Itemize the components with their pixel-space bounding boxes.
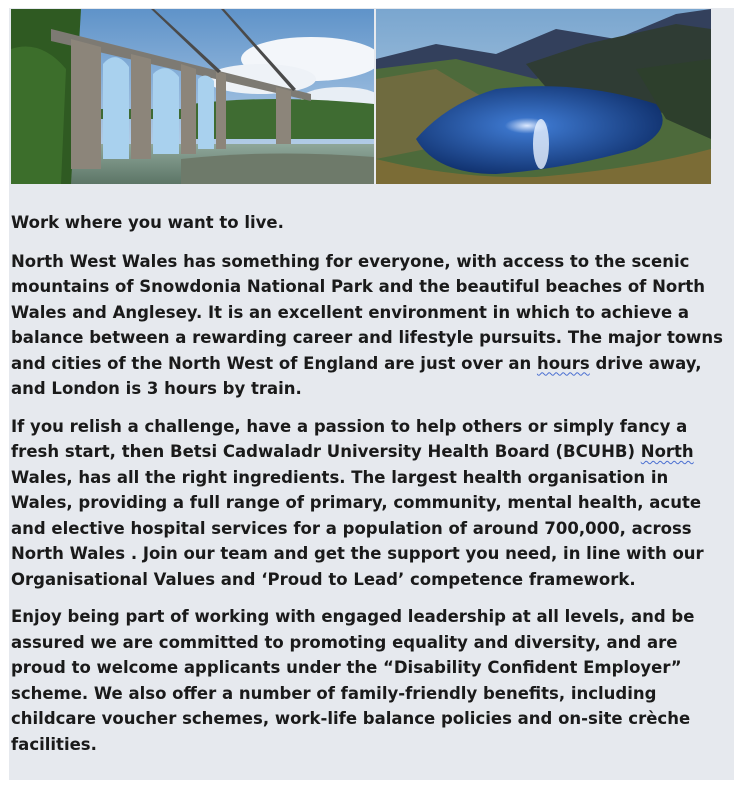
header-photos xyxy=(11,9,711,184)
paragraph-organisation-text-a: If you relish a challenge, have a passion to help others or simply fancy a fresh start, then Betsi Cadwaladr University Health Board (BCUHB) xyxy=(11,416,688,461)
paragraph-location-text-a: North West Wales has something for everyone, with access to the scenic mountains of Snowdonia National Park and the beautiful beaches of North Wales and Anglesey. It is an excellent environment in which to achieve a balance between a rewarding career and lifestyle pursuits. The major towns and cities of the North West of England are just over an xyxy=(11,251,723,373)
spellcheck-word-hours: hours xyxy=(536,353,590,373)
paragraph-organisation-text-b: Wales, has all the right ingredients. The largest health organisation in Wales, providing a full range of primary, community, mental health, acute and elective hospital services for a population of around 700,000, across North Wales . Join our team and get the support you need, in line with our Organisational Values and ‘Proud to Lead’ competence framework. xyxy=(11,467,704,589)
paragraph-location xyxy=(11,249,733,402)
paragraph-location-text-b: drive away, and London is 3 hours by train. xyxy=(11,353,702,398)
spellcheck-word-north: North xyxy=(640,442,694,461)
mountain-lake-photo-icon xyxy=(376,9,711,184)
paragraph-benefits: Enjoy being part of working with engaged leadership at all levels, and be assured we are committed to promoting equality and diversity, and are proud to welcome applicants under the “Disability Confident Employer” scheme. We also offer a number of family-friendly benefits, including childcare voucher schemes, work-life balance policies and on-site crèche facilities. xyxy=(11,607,695,754)
main-content xyxy=(11,210,733,769)
bridge-photo-icon xyxy=(11,9,374,184)
paragraph-organisation xyxy=(11,414,733,593)
page-heading: Work where you want to live. xyxy=(11,213,284,232)
